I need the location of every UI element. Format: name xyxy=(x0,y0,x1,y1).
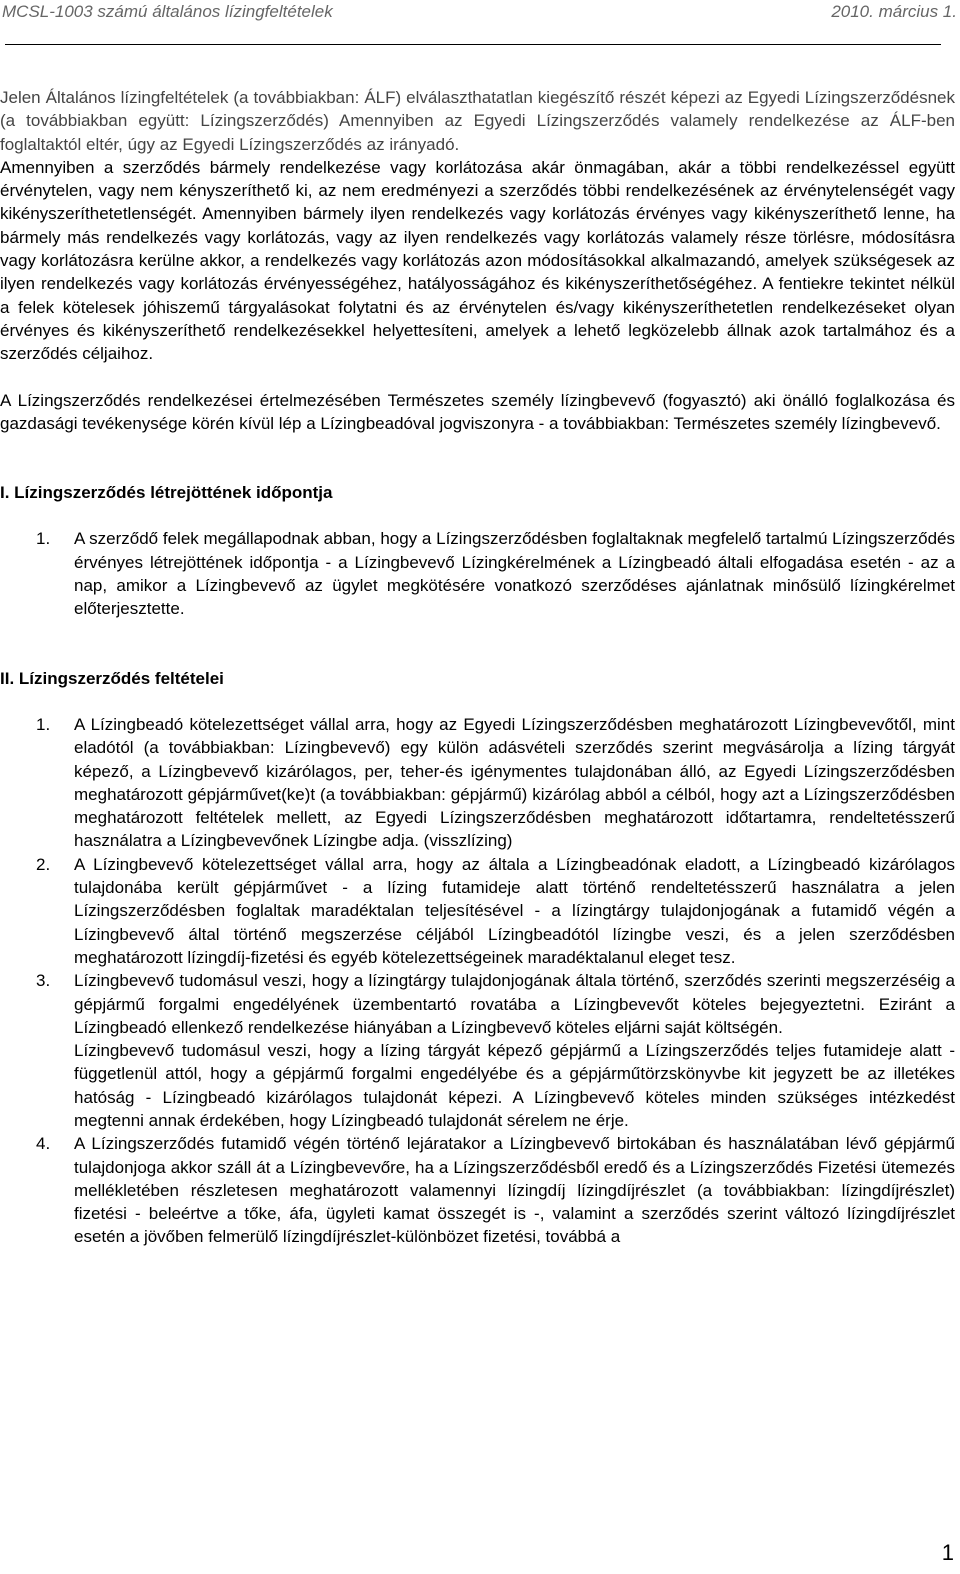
intro-paragraph-3: A Lízingszerződés rendelkezései értelmezésében Természetes személy lízingbevevő (fogyasztó) aki önálló foglalkozása és gazdasági tevékenysége körén kívül lép a Lízingbeadóval jogviszonyra - a továbbiakban: Természetes személy lízingbevevő. xyxy=(0,390,955,433)
header-date: 2010. március 1. xyxy=(831,2,957,21)
list-item-text: Lízingbevevő tudomásul veszi, hogy a lízingtárgy tulajdonjogának általa történő, szerződés szerinti megszerzéséig a gépjármű forgalmi engedélyének üzembentartó rovatába a Lízingbevevőt köteles bejegyeztetni. Eziránt a Lízingbeadó ellenkező rendelkezése hiányában a Lízingbevevő köteles eljárni saját költségén. xyxy=(74,971,955,1037)
header-rule xyxy=(5,44,941,45)
list-item-text: A szerződő felek megállapodnak abban, hogy a Lízingszerződésben foglaltaknak megfelelő tartalmú Lízingszerződés érvényes létrejöttének időpontja - a Lízingbevevő Lízingkérelmének a Lízingbeadó általi elfogadása esetén - az a nap, amikor a Lízingbevevő az ügylet megkötésére vonatkozó szerződéses ajánlatnak minősülő lízingkérelmet előterjesztette. xyxy=(74,529,955,619)
list-item-number: 1. xyxy=(36,529,51,549)
spacer xyxy=(0,366,955,389)
header-document-title: MCSL-1003 számú általános lízingfeltételek xyxy=(2,2,333,21)
section-2-list xyxy=(0,713,955,1249)
spacer xyxy=(0,435,955,481)
list-item-number: 4. xyxy=(36,1134,51,1154)
spacer xyxy=(0,690,955,713)
document-body xyxy=(0,86,955,1249)
list-item xyxy=(0,969,955,1132)
list-item-text: A Lízingbeadó kötelezettséget vállal arra, hogy az Egyedi Lízingszerződésben meghatározott Lízingbevevőtől, mint eladótól (a továbbiakban: Lízingbevevő) egy külön adásvételi szerződés szerint megvásárolja a lízing tárgyát képező, a Lízingbevevő kizárólagos, per, teher-és igénymentes tulajdonában álló, az Egyedi Lízingszerződésben meghatározott gépjárművet(ke)t (a továbbiakban: gépjármű) kizárólag abból a célból, hogy azt a Lízingszerződésben meghatározott feltételek mellett, az Egyedi Lízingszerződésben meghatározott időtartamra, rendeltetésszerű használatra a Lízingbevevőnek Lízingbe adja. (visszlízing) xyxy=(74,714,955,851)
list-item-number: 2. xyxy=(36,854,51,874)
list-item-number: 1. xyxy=(36,714,51,734)
section-1-list xyxy=(0,527,955,620)
spacer xyxy=(0,621,955,667)
spacer xyxy=(0,504,955,527)
list-item-extra-paragraph: Lízingbevevő tudomásul veszi, hogy a lízing tárgyát képező gépjármű a Lízingszerződés teljes futamideje alatt - függetlenül attól, hogy a gépjármű forgalmi engedélyébe és a gépjárműtörzskönyvbe kit jegyzett be az illetékes hatóság - Lízingbeadó kizárólagos tulajdonát képezi. A Lízingbevevő köteles minden szükséges intézkedést megtenni annak érdekében, hogy Lízingbeadó tulajdonát sérelem ne érje. xyxy=(74,1041,955,1130)
list-item xyxy=(0,1132,955,1248)
list-item-number: 3. xyxy=(36,971,51,991)
list-item xyxy=(0,853,955,969)
list-item xyxy=(0,527,955,620)
page-number: 1 xyxy=(941,1540,954,1565)
section-2-heading: II. Lízingszerződés feltételei xyxy=(0,668,224,688)
section-1-heading: I. Lízingszerződés létrejöttének időpontja xyxy=(0,483,333,503)
list-item-text: A Lízingszerződés futamidő végén történő lejáratakor a Lízingbevevő birtokában és használatában lévő gépjármű tulajdonjoga akkor száll át a Lízingbevevőre, ha a Lízingszerződésből eredő és a Lízingszerződés Fizetési ütemezés mellékletében részletesen meghatározott valamennyi lízingdíj lízingdíjrészlet (a továbbiakban: lízingdíjrészlet) fizetési - beleértve a tőke, áfa, ügyleti kamat összegét is -, valamint a szerződés szerint változó lízingdíjrészlet esetén a jövőben felmerülő lízingdíjrészlet-különbözet fizetési, továbbá a xyxy=(74,1134,955,1247)
page-header xyxy=(2,0,957,48)
intro-paragraph-1: Jelen Általános lízingfeltételek (a továbbiakban: ÁLF) elválaszthatatlan kiegészítő részét képezi az Egyedi Lízingszerződésnek (a továbbiakban együtt: Lízingszerződés) Amennyiben az Egyedi Lízingszerződés valamely rendelkezése az ÁLF-ben foglaltaktól eltér, úgy az Egyedi Lízingszerződés az irányadó. xyxy=(0,88,955,154)
list-item xyxy=(0,713,955,853)
intro-paragraph-2: Amennyiben a szerződés bármely rendelkezése vagy korlátozása akár önmagában, akár a többi rendelkezéssel együtt érvénytelen, vagy nem kényszeríthető ki, az nem eredményezi a szerződés többi rendelkezésének az érvénytelenségét vagy kikényszeríthetetlenségét. Amennyiben bármely ilyen rendelkezés vagy korlátozás érvényes vagy kikényszeríthető lenne, ha bármely más rendelkezés vagy korlátozás, vagy az ilyen rendelkezés vagy korlátozás valamely része törlésre, módosításra vagy korlátozásra kerülne akkor, a rendelkezés vagy korlátozás azon módosításokkal alkalmazandó, amelyek szükségesek az ilyen rendelkezés vagy korlátozás érvényességéhez, hatályosságához és kikényszeríthetőségéhez. A fentiekre tekintet nélkül a felek kötelesek jóhiszemű tárgyalásokat folytatni és az érvénytelen és/vagy kikényszeríthetetlen rendelkezéseket olyan érvényes és kikényszeríthető rendelkezésekkel helyettesíteni, amelyek a lehető legközelebb állnak azok tartalmához és a szerződés céljaihoz. xyxy=(0,157,955,364)
list-item-text: A Lízingbevevő kötelezettséget vállal arra, hogy az általa a Lízingbeadónak eladott, a Lízingbeadó kizárólagos tulajdonába került gépjárművet - a lízing futamideje alatt történő rendeltetésszerű használatra a jelen Lízingszerződésben foglaltak maradéktalan teljesítésével - a lízingtárgy tulajdonjogának a futamidő végén a Lízingbevevő által történő megszerzése céljából Lízingbeadótól lízingbe veszi, és a jelen szerződésben meghatározott lízingdíj-fizetési és egyéb kötelezettségeinek maradéktalanul eleget tesz. xyxy=(74,854,955,967)
